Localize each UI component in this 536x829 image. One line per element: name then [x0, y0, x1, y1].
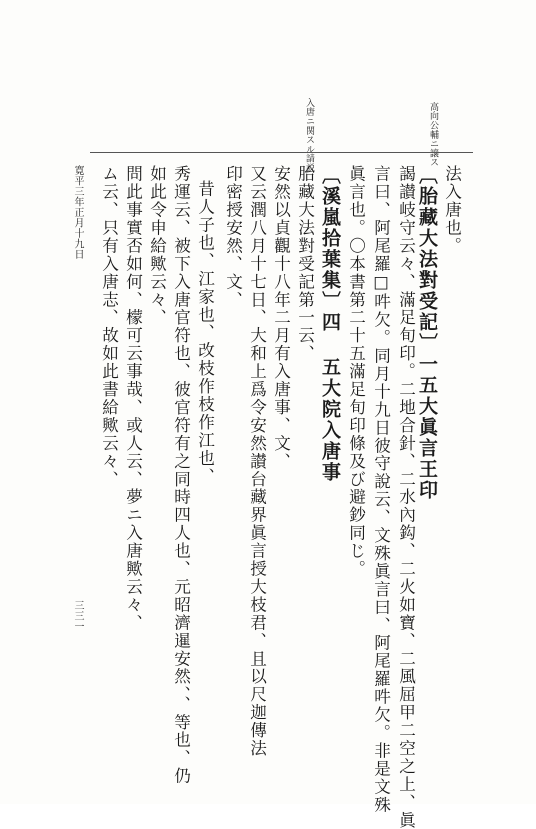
text-column: 眞言也。〇本書第二十五滿足旬印條及び避鈔同じ。 [346, 165, 366, 578]
text-column: 如此令申給歟云々、 [147, 165, 167, 327]
source-title: 〔胎藏大法對受記〕一五大眞言王印 [416, 165, 438, 501]
running-head: 入唐ニ関スル請説 [304, 98, 314, 173]
text-column-heading [417, 165, 436, 501]
text-column: 又云潤八月十七日、大和上爲令安然讃台藏界眞言授大枝君、且以尺迦傳法 [247, 165, 267, 758]
text-column: 法入唐也。 [442, 165, 462, 255]
text-column: ム云、只有入唐志、故如此書給歟云々、 [99, 165, 119, 489]
text-column: 安然以貞觀十八年二月有入唐事、文、 [271, 165, 291, 471]
text-column: 印密授安然、文、 [223, 165, 243, 309]
header-rule [90, 152, 473, 153]
date-note: 寛平三年正月十九日 [72, 165, 83, 260]
text-column-heading [320, 165, 339, 483]
running-head: 高向公輔ニ譲ス [428, 102, 438, 168]
text-column: 胎藏大法對受記第一云、 [295, 165, 315, 363]
text-column: 言曰、阿尾羅□吽欠。同月十九日彼守說云、文殊眞言曰、阿尾羅吽欠。非是文殊 [371, 165, 391, 814]
page-number: 三三一 [72, 600, 83, 632]
text-column: 秀運云、被下入唐官符也、彼官符有之同時四人也、元昭濟暹安然、、等也、仍 [171, 165, 191, 785]
source-title: 〔溪嵐拾葉集〕四 五大院入唐事 [319, 165, 341, 483]
text-column: 謁讃岐守云々、滿足旬印。二地合針、二水內鈎、二火如寶、二風屈甲二空之上、眞 [396, 165, 416, 829]
text-column: 問此事實否如何、檬可云事哉、或人云、夢ニ入唐歟云々、 [123, 165, 143, 632]
text-column: 昔人子也、江家也、改枝作枝作江也、 [195, 180, 215, 486]
